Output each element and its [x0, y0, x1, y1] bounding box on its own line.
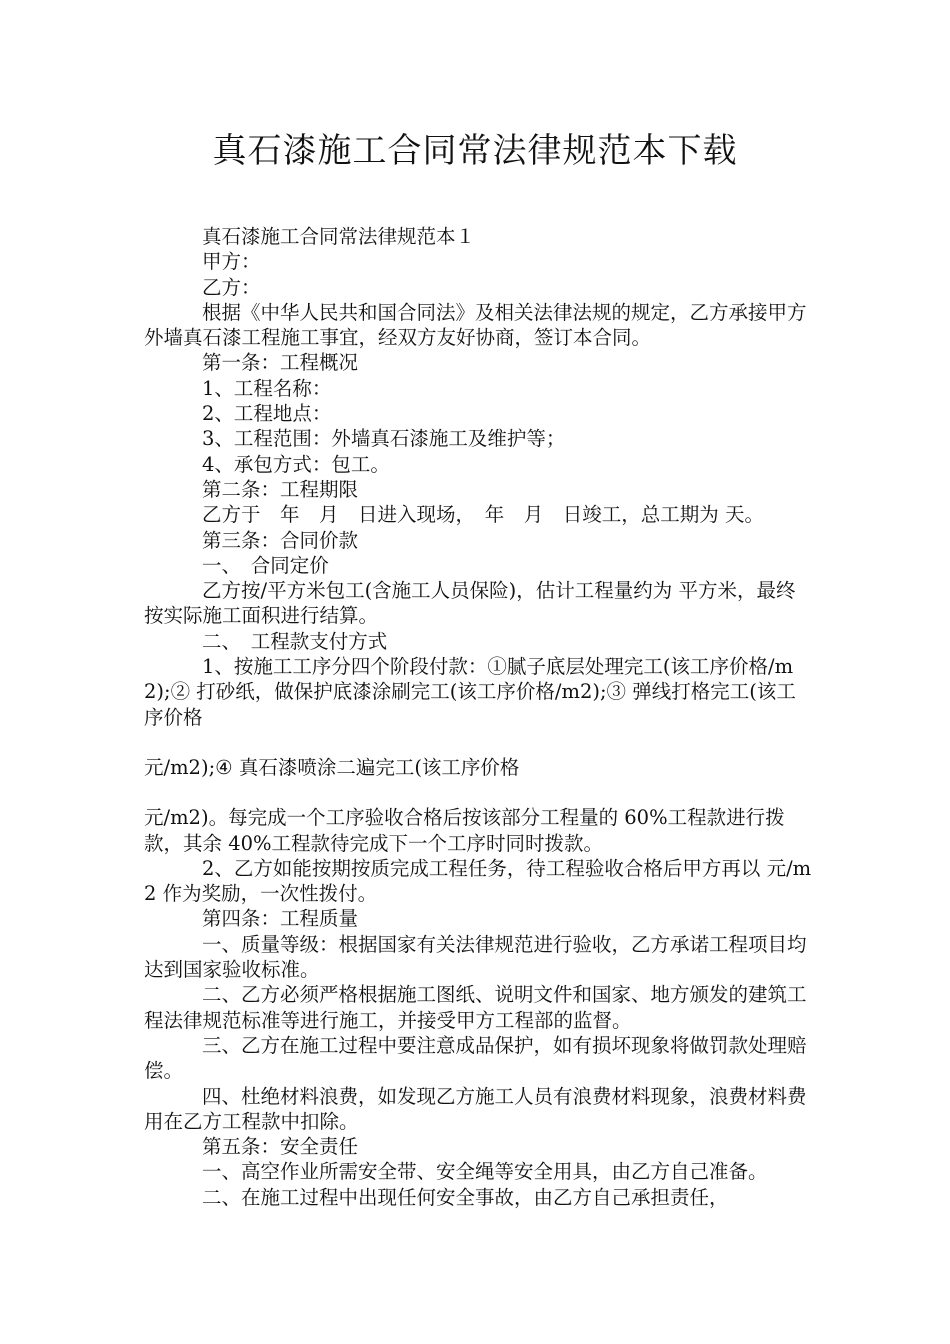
paragraph-pricing: 乙方按/平方米包工(含施工人员保险)，估计工程量约为 平方米，最终按实际施工面积进行结算。	[144, 579, 796, 628]
paragraph-subtitle: 真石漆施工合同常法律规范本１	[202, 225, 476, 248]
heading-article-3: 第三条：合同价款	[202, 528, 359, 552]
paragraph-project-location: 2、工程地点：	[202, 402, 332, 426]
paragraph-safety-liability: 二、在施工过程中出现任何安全事故，由乙方自己承担责任，	[202, 1185, 729, 1209]
paragraph-contract-mode: 4、承包方式：包工。	[202, 452, 390, 476]
paragraph-party-b: 乙方：	[202, 275, 261, 299]
paragraph-payment-stage-4: 元/m2);④ 真石漆喷涂二遍完工(该工序价格	[144, 755, 520, 779]
paragraph-safety-equipment: 一、高空作业所需安全带、安全绳等安全用具，由乙方自己准备。	[202, 1160, 768, 1184]
paragraph-quality-standards: 二、乙方必须严格根据施工图纸、说明文件和国家、地方颁发的建筑工程法律规范标准等进行施工，并接受甲方工程部的监督。	[144, 983, 807, 1032]
paragraph-payment-stages: 1、按施工工序分四个阶段付款：①腻子底层处理完工(该工序价格/m2);② 打砂纸，做保护底漆涂刷完工(该工序价格/m2);③ 弹线打格完工(该工序价格	[144, 655, 796, 729]
paragraph-bonus: 2、乙方如能按期按质完成工程任务，待工程验收合格后甲方再以 元/m2 作为奖励，一次性拨付。	[144, 856, 812, 906]
paragraph-project-scope: 3、工程范围：外墙真石漆施工及维护等；	[202, 427, 566, 451]
paragraph-party-a: 甲方：	[202, 250, 261, 274]
heading-article-2: 第二条：工程期限	[202, 477, 359, 501]
heading-article-1: 第一条：工程概况	[202, 351, 359, 375]
document-body	[144, 224, 812, 1210]
heading-payment-method: 二、 工程款支付方式	[202, 629, 388, 653]
document-title: 真石漆施工合同常法律规范本下载	[212, 131, 738, 171]
heading-article-5: 第五条：安全责任	[202, 1135, 359, 1159]
heading-contract-price: 一、 合同定价	[202, 553, 329, 577]
paragraph-material-waste: 四、杜绝材料浪费，如发现乙方施工人员有浪费材料现象，浪费材料费用在乙方工程款中扣除。	[144, 1084, 807, 1133]
paragraph-payment-release: 元/m2)。每完成一个工序验收合格后按该部分工程量的 60%工程款进行拨款，其余 40%工程款待完成下一个工序时同时拨款。	[144, 806, 785, 855]
paragraph-quality-grade: 一、质量等级：根据国家有关法律规范进行验收，乙方承诺工程项目均达到国家验收标准。	[144, 932, 807, 982]
paragraph-schedule: 乙方于 年 月 日进入现场， 年 月 日竣工，总工期为 天。	[202, 503, 764, 527]
heading-article-4: 第四条：工程质量	[202, 907, 359, 931]
paragraph-preamble: 根据《中华人民共和国合同法》及相关法律法规的规定，乙方承接甲方外墙真石漆工程施工事宜，经双方友好协商，签订本合同。	[144, 300, 807, 350]
paragraph-product-protection: 三、乙方在施工过程中要注意成品保护，如有损坏现象将做罚款处理赔偿。	[144, 1033, 807, 1083]
paragraph-project-name: 1、工程名称：	[202, 376, 332, 400]
